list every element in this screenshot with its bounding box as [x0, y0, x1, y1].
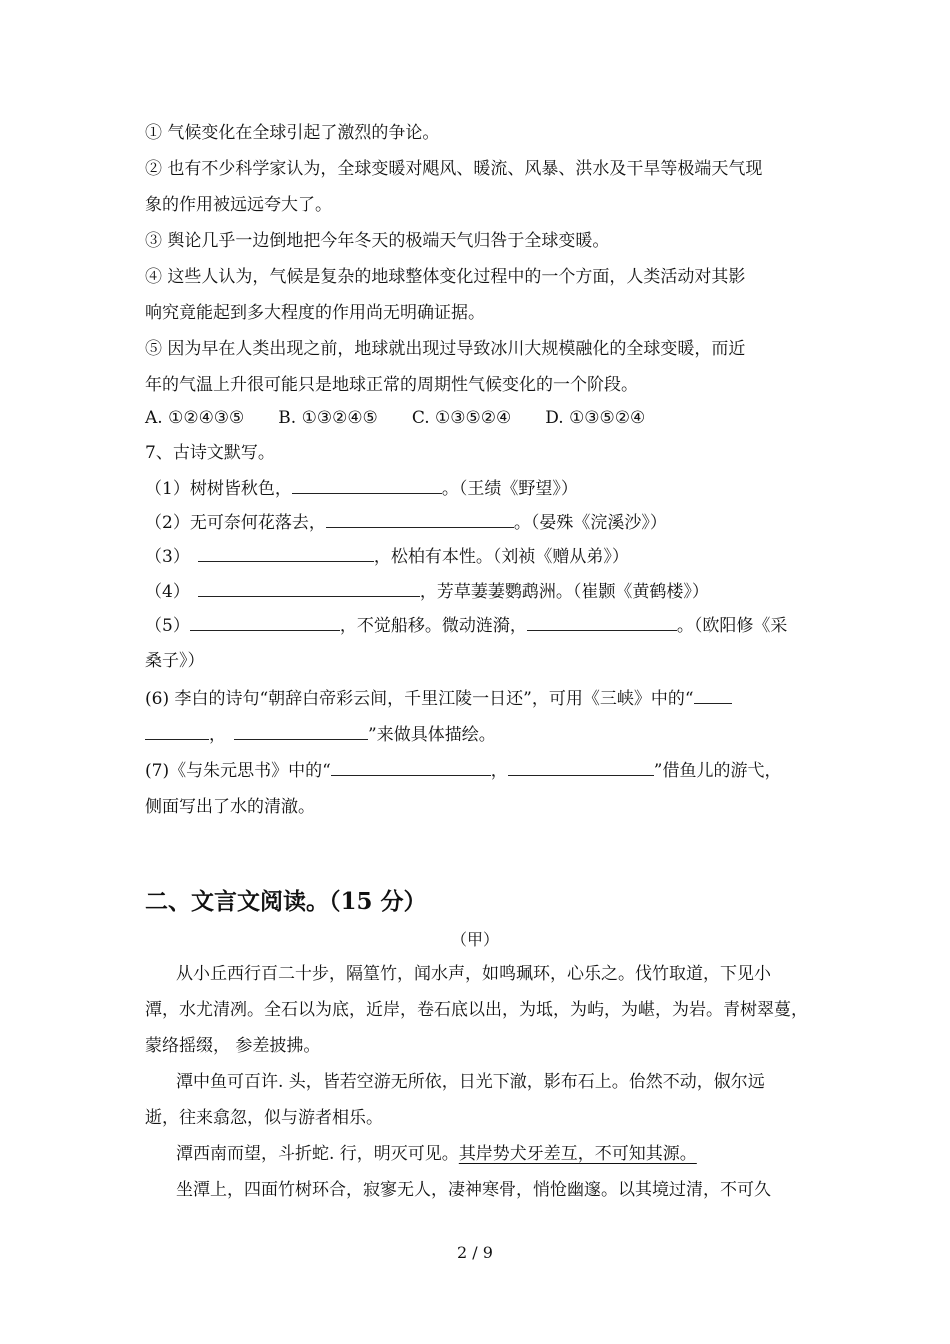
- question-7-title: 7、古诗文默写。: [145, 443, 275, 463]
- q7-item-3-suffix: ，松柏有本性。（刘祯《赠从弟》）: [373, 547, 629, 567]
- passage-para-2-line-2: 逝，往来翕忽，似与游者相乐。: [145, 1108, 383, 1128]
- q7-item-1-suffix: 。（王绩《野望》）: [441, 479, 578, 499]
- answer-blank[interactable]: [198, 544, 374, 562]
- statement-2-line-1: ② 也有不少科学家认为，全球变暖对飓风、暖流、风暴、洪水及干旱等极端天气现: [145, 159, 763, 179]
- q7-item-7-comma: ，: [490, 761, 508, 781]
- answer-blank[interactable]: [190, 613, 340, 631]
- q7-item-6-line-2: [145, 722, 815, 747]
- q7-item-3-prefix: （3）: [145, 547, 190, 567]
- q7-item-2: [145, 510, 815, 535]
- passage-para-4-line-1: 坐潭上，四面竹树环合，寂寥无人，凄神寒骨，悄怆幽邃。以其境过清，不可久: [176, 1180, 771, 1200]
- statement-5-line-1: ⑤ 因为早在人类出现之前，地球就出现过导致冰川大规模融化的全球变暖，而近: [145, 339, 746, 359]
- statement-2-line-2: 象的作用被远远夸大了。: [145, 195, 332, 215]
- answer-blank[interactable]: [331, 758, 491, 776]
- passage-subtitle: （甲）: [450, 930, 499, 949]
- answer-blank[interactable]: [234, 722, 368, 740]
- q7-item-2-prefix: （2）无可奈何花落去，: [145, 513, 326, 533]
- statement-4-line-2: 响究竟能起到多大程度的作用尚无明确证据。: [145, 303, 485, 323]
- answer-blank[interactable]: [198, 579, 420, 597]
- q7-item-6-line-1: [145, 686, 815, 711]
- statement-4-line-1: ④ 这些人认为，气候是复杂的地球整体变化过程中的一个方面，人类活动对其影: [145, 267, 746, 287]
- q7-item-7-line-1: [145, 758, 815, 783]
- q7-item-6-prefix: (6) 李白的诗句“朝辞白帝彩云间，千里江陵一日还”，可用《三峡》中的“: [145, 689, 694, 709]
- q7-item-1-prefix: （1）树树皆秋色，: [145, 479, 292, 499]
- q7-item-4-prefix: （4）: [145, 582, 190, 602]
- q7-item-4: [145, 579, 815, 604]
- q7-item-7-prefix: (7)《与朱元思书》中的“: [145, 761, 331, 781]
- q7-item-6-comma: ，: [209, 725, 226, 745]
- passage-para-1-line-3: 蒙络摇缀， 参差披拂。: [145, 1036, 321, 1056]
- q7-item-2-suffix: 。（晏殊《浣溪沙》）: [513, 513, 667, 533]
- statement-3: ③ 舆论几乎一边倒地把今年冬天的极端天气归咎于全球变暖。: [145, 231, 610, 251]
- q7-item-4-suffix: ，芳草萋萋鹦鹉洲。（崔颢《黄鹤楼》）: [419, 582, 709, 602]
- q7-item-5-prefix: （5）: [145, 616, 190, 636]
- underlined-sentence: 其岸势犬牙差互，不可知其源。: [458, 1144, 697, 1164]
- q7-item-6-suffix: ”来做具体描绘。: [368, 725, 496, 745]
- option-a: A. ①②④③⑤: [145, 408, 245, 428]
- passage-para-2-line-1: 潭中鱼可百许. 头，皆若空游无所依，日光下澈，影布石上。佁然不动，俶尔远: [176, 1072, 765, 1092]
- option-b: B. ①③②④⑤: [278, 408, 378, 428]
- passage-para-1-line-1: 从小丘西行百二十步，隔篁竹，闻水声，如鸣珮环，心乐之。伐竹取道，下见小: [176, 964, 771, 984]
- q7-item-3: [145, 544, 815, 569]
- q7-item-5-line-2: 桑子》）: [145, 651, 205, 671]
- answer-blank[interactable]: [694, 686, 732, 704]
- answer-blank[interactable]: [508, 758, 654, 776]
- statement-1: ① 气候变化在全球引起了激烈的争论。: [145, 123, 440, 143]
- q7-item-7-line-2: 侧面写出了水的清澈。: [145, 797, 315, 817]
- passage-para-1-line-2: 潭，水尤清冽。全石以为底，近岸，卷石底以出，为坻，为屿，为嵁，为岩。青树翠蔓，: [145, 1000, 808, 1020]
- passage-para-3-text: 潭西南而望，斗折蛇. 行，明灭可见。: [176, 1144, 459, 1164]
- q7-item-5-line-1: [145, 613, 815, 638]
- q7-item-5-suffix: 。（欧阳修《采: [676, 616, 788, 636]
- option-d: D. ①③⑤②④: [545, 408, 646, 428]
- passage-para-3: [176, 1142, 846, 1166]
- answer-blank[interactable]: [527, 613, 677, 631]
- answer-blank[interactable]: [326, 510, 514, 528]
- answer-blank[interactable]: [292, 476, 442, 494]
- answer-blank[interactable]: [145, 722, 209, 740]
- q7-item-5-middle: ，不觉船移。微动涟漪，: [339, 616, 527, 636]
- page-number: 2 / 9: [457, 1243, 493, 1262]
- statement-5-line-2: 年的气温上升很可能只是地球正常的周期性气候变化的一个阶段。: [145, 375, 638, 395]
- option-c: C. ①③⑤②④: [411, 408, 512, 428]
- q7-item-1: [145, 476, 815, 501]
- answer-options: [145, 406, 815, 430]
- section-2-heading: 二、文言文阅读。（15 分）: [145, 888, 427, 915]
- q7-item-7-suffix: ”借鱼儿的游弋，: [653, 761, 782, 781]
